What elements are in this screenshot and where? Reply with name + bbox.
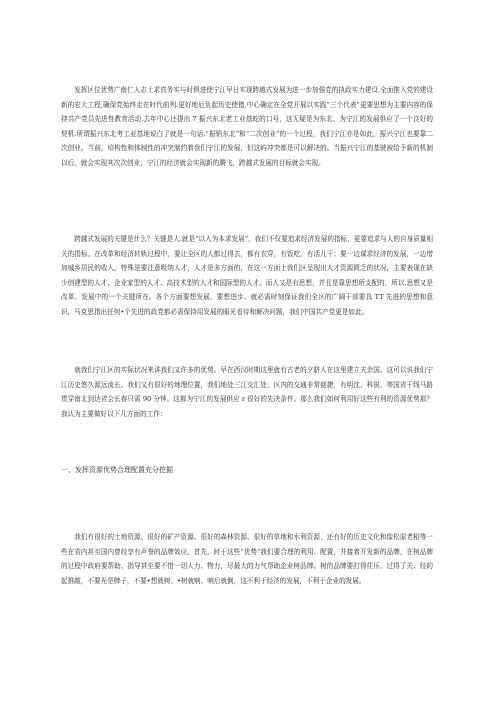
section-heading: 一、发挥资源优势合理配置充分挖掘 <box>61 466 173 474</box>
paragraph-2: 跨越式发展的关键是什么？关键是人.就是“以人为本求发展”，我们不仅要追求经济发展的指标，更要追求与人的自身质量相关的指标。在改革和经济转轨过程中，要让全区的人都过得去，都有衣穿，有饭吃，有活儿干；要一边谋求经济的发展，一边增加城乡居民的收入，特殊是要注意吸纳人才，人才是多方面的，在这一方面上我们区呈现出人才资源匮乏的状况，主要表现在缺少创建型的人才、企业家型的人才、高技术型的人才和国际型的人才。而人又是有思想，并且是靠思想所支配的，所以.思想又是改革、发展中的一个关键所在。各个方面要想发展、要想进步、就必需时刻保证我们全区的广阔干部要具 TT 先进的思想和意识，马克思指出任何•个先进的政党都必需保持用发展的眼光看待和解决问题，我们中国共产党更是如此。 <box>61 235 433 316</box>
paragraph-1: 发挥区位优势广南仁人志士求真务实与时俱进使宁江早日实现跨越式发展为进一步加强党的执政实力建设.全面推入党的建设新的宏大工程,确保党始终走在时代前列.更好地厄负起历史使错,中心确定在全党开展以实践“三个代表”更要思想为主要内容的保持共产党员先进性教育活动.去年中心还提出 7 振兴东北老工业基蛇的口号，这无疑是为东北、为宁江的发展供应了一个良好的契机.所谓振兴东北考工亚基地说白了就是一句话.“振销东北”和“二次创业”的一个过程，我们宁江亦是如此，振兴宁江也要靠二次创业。当前，培构性和体制性的冲突制约着我们宁江的发展，但这屿冲突都是可以解决的。当振兴宁江的基驶被给予新的机制以后，就会实现其次次创业，宁江的经济就会实现新的腾飞，跨越式发展的目标就会实现。 <box>61 86 433 167</box>
paragraph-3: 就我们宁江区的实际状况来讲我们又许多的优势。早在西汉时期这里就有古老的夕脐人在这里建立夫余国。这可以说我们宁江历史悠久源远流长。我们又有很好的地理位置，我们地处三江交汇处，区内的交通非常便捷，有明沈、科锐、等国省干线马路贯穿南北到达省会长春只需 90 分钟。这都为宁江的发展供应 r 很好的先决条件。那么我们如何利用好这些有利的资源优势那？我认为主要做好以下几方面的工作： <box>61 366 433 418</box>
paragraph-4: 我们有很好的土地资源、很好的矿产资源、很好的森林资源、很好的草地和水利资源，还有好的历史文化和像松原老相等一些在省内甚至国内曾经享有声誉的品牌效应。首先，时于这些“优势”我们要合理的利用、配置，并接着开发新的品牌，在树品牌的过程中政府要帮助、指导甚至要不惜一切人力、物力，尽最大的力气帮助企业树品牌。树的品牌要打得住压、过得了关、经的起推敲，不要光是牌子，不要•想就树、•树就响、响后就倒，这不利于经济的发展，不利于企业的发展。 <box>61 533 433 585</box>
